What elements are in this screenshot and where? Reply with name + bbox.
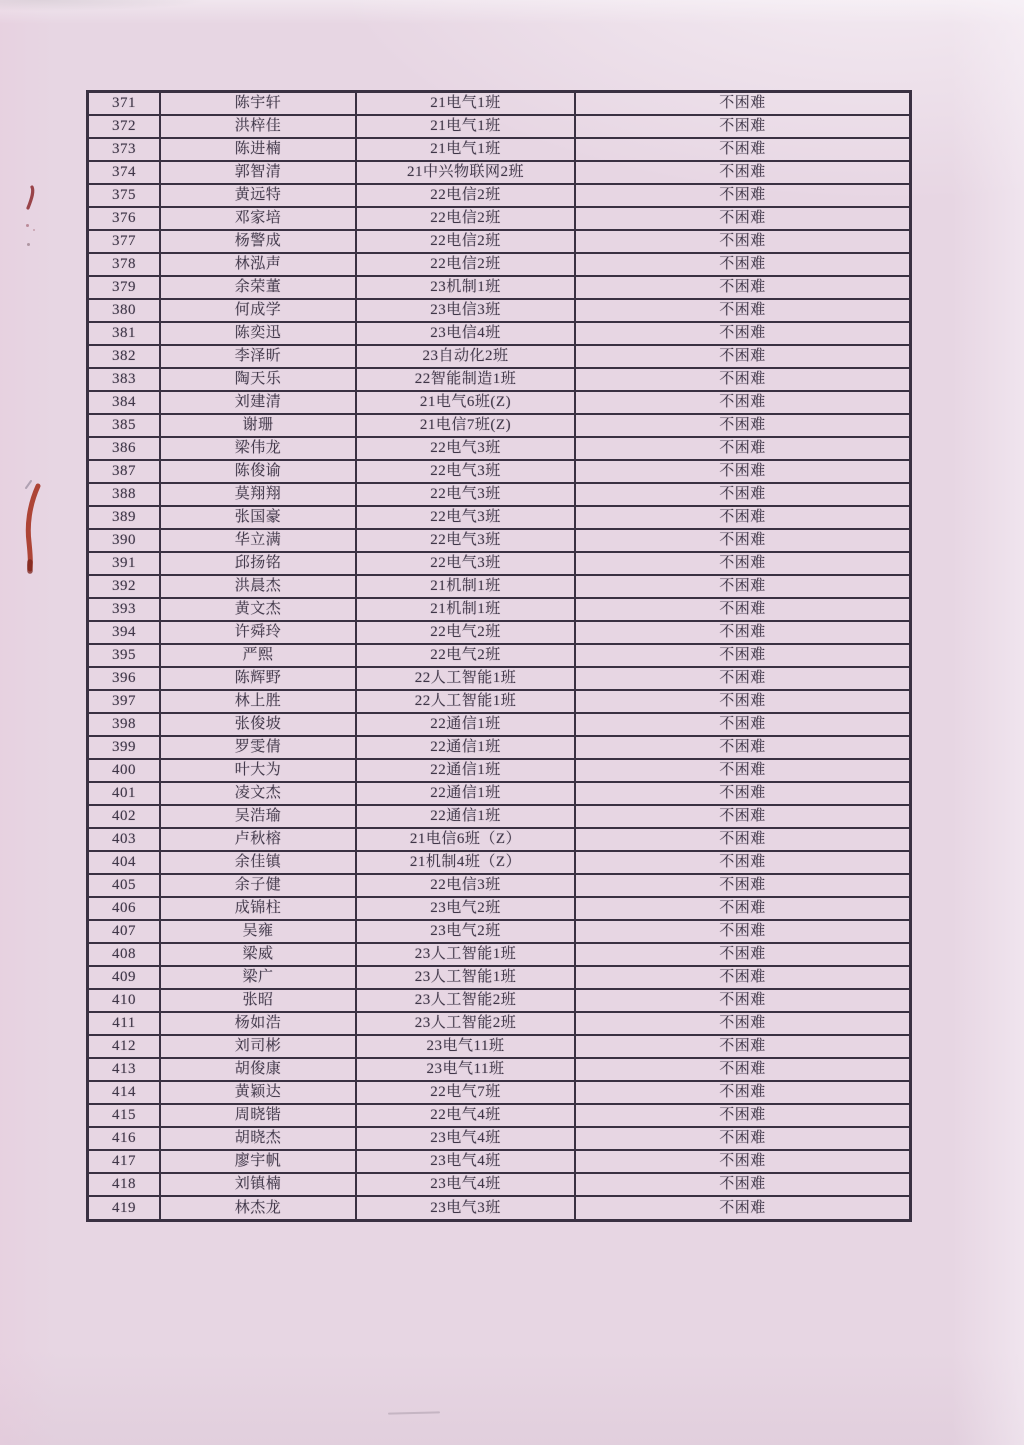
table-row bbox=[88, 736, 911, 759]
row-number-cell: 413 bbox=[88, 1058, 161, 1081]
row-number-cell: 381 bbox=[88, 322, 161, 345]
class-name-cell: 21电气1班 bbox=[356, 92, 575, 116]
difficulty-status-cell: 不困难 bbox=[575, 1058, 911, 1081]
difficulty-status-cell: 不困难 bbox=[575, 598, 911, 621]
difficulty-status-cell: 不困难 bbox=[575, 1196, 911, 1220]
class-name-cell: 22电气3班 bbox=[356, 552, 575, 575]
difficulty-status-cell: 不困难 bbox=[575, 644, 911, 667]
row-number-cell: 382 bbox=[88, 345, 161, 368]
difficulty-status-cell: 不困难 bbox=[575, 1081, 911, 1104]
table-row bbox=[88, 368, 911, 391]
difficulty-status-cell: 不困难 bbox=[575, 529, 911, 552]
class-name-cell: 22电气3班 bbox=[356, 483, 575, 506]
difficulty-status-cell: 不困难 bbox=[575, 230, 911, 253]
class-name-cell: 23电气2班 bbox=[356, 920, 575, 943]
row-number-cell: 419 bbox=[88, 1196, 161, 1220]
row-number-cell: 378 bbox=[88, 253, 161, 276]
student-name-cell: 杨如浩 bbox=[160, 1012, 356, 1035]
difficulty-status-cell: 不困难 bbox=[575, 414, 911, 437]
student-name-cell: 胡晓杰 bbox=[160, 1127, 356, 1150]
row-number-cell: 407 bbox=[88, 920, 161, 943]
table-row bbox=[88, 207, 911, 230]
student-name-cell: 张昭 bbox=[160, 989, 356, 1012]
class-name-cell: 22人工智能1班 bbox=[356, 690, 575, 713]
class-name-cell: 22电气3班 bbox=[356, 506, 575, 529]
class-name-cell: 23电气2班 bbox=[356, 897, 575, 920]
student-name-cell: 叶大为 bbox=[160, 759, 356, 782]
table-row bbox=[88, 598, 911, 621]
student-name-cell: 廖宇帆 bbox=[160, 1150, 356, 1173]
row-number-cell: 411 bbox=[88, 1012, 161, 1035]
table-row bbox=[88, 92, 911, 116]
class-name-cell: 22电气2班 bbox=[356, 621, 575, 644]
table-row bbox=[88, 253, 911, 276]
table-row bbox=[88, 437, 911, 460]
difficulty-status-cell: 不困难 bbox=[575, 322, 911, 345]
difficulty-status-cell: 不困难 bbox=[575, 92, 911, 116]
student-name-cell: 梁广 bbox=[160, 966, 356, 989]
difficulty-status-cell: 不困难 bbox=[575, 207, 911, 230]
student-name-cell: 陈俊谕 bbox=[160, 460, 356, 483]
row-number-cell: 408 bbox=[88, 943, 161, 966]
class-name-cell: 23自动化2班 bbox=[356, 345, 575, 368]
table-row bbox=[88, 782, 911, 805]
student-name-cell: 谢珊 bbox=[160, 414, 356, 437]
difficulty-status-cell: 不困难 bbox=[575, 483, 911, 506]
class-name-cell: 22电气2班 bbox=[356, 644, 575, 667]
table-row bbox=[88, 943, 911, 966]
class-name-cell: 22通信1班 bbox=[356, 805, 575, 828]
row-number-cell: 390 bbox=[88, 529, 161, 552]
table-row bbox=[88, 460, 911, 483]
student-name-cell: 陈进楠 bbox=[160, 138, 356, 161]
row-number-cell: 416 bbox=[88, 1127, 161, 1150]
difficulty-status-cell: 不困难 bbox=[575, 897, 911, 920]
class-name-cell: 23电气3班 bbox=[356, 1196, 575, 1220]
class-name-cell: 22电气4班 bbox=[356, 1104, 575, 1127]
row-number-cell: 412 bbox=[88, 1035, 161, 1058]
student-name-cell: 卢秋榕 bbox=[160, 828, 356, 851]
table-row bbox=[88, 115, 911, 138]
class-name-cell: 22电信3班 bbox=[356, 874, 575, 897]
difficulty-status-cell: 不困难 bbox=[575, 1104, 911, 1127]
student-name-cell: 邱扬铭 bbox=[160, 552, 356, 575]
table-row bbox=[88, 989, 911, 1012]
row-number-cell: 395 bbox=[88, 644, 161, 667]
table-row bbox=[88, 1035, 911, 1058]
student-name-cell: 梁威 bbox=[160, 943, 356, 966]
class-name-cell: 21机制1班 bbox=[356, 575, 575, 598]
table-row bbox=[88, 345, 911, 368]
class-name-cell: 23机制1班 bbox=[356, 276, 575, 299]
difficulty-status-cell: 不困难 bbox=[575, 966, 911, 989]
row-number-cell: 372 bbox=[88, 115, 161, 138]
difficulty-status-cell: 不困难 bbox=[575, 299, 911, 322]
difficulty-status-cell: 不困难 bbox=[575, 575, 911, 598]
row-number-cell: 373 bbox=[88, 138, 161, 161]
student-name-cell: 洪梓佳 bbox=[160, 115, 356, 138]
student-name-cell: 严熙 bbox=[160, 644, 356, 667]
row-number-cell: 397 bbox=[88, 690, 161, 713]
difficulty-status-cell: 不困难 bbox=[575, 1012, 911, 1035]
row-number-cell: 403 bbox=[88, 828, 161, 851]
student-name-cell: 林泓声 bbox=[160, 253, 356, 276]
difficulty-status-cell: 不困难 bbox=[575, 621, 911, 644]
table-row bbox=[88, 874, 911, 897]
row-number-cell: 371 bbox=[88, 92, 161, 116]
table-row bbox=[88, 966, 911, 989]
row-number-cell: 374 bbox=[88, 161, 161, 184]
difficulty-status-cell: 不困难 bbox=[575, 782, 911, 805]
table-row bbox=[88, 161, 911, 184]
class-name-cell: 23电气4班 bbox=[356, 1150, 575, 1173]
class-name-cell: 22通信1班 bbox=[356, 736, 575, 759]
student-name-cell: 黄文杰 bbox=[160, 598, 356, 621]
student-name-cell: 刘镇楠 bbox=[160, 1173, 356, 1196]
row-number-cell: 398 bbox=[88, 713, 161, 736]
table-row bbox=[88, 713, 911, 736]
table-row bbox=[88, 897, 911, 920]
class-name-cell: 23人工智能1班 bbox=[356, 966, 575, 989]
red-pen-stroke-icon bbox=[18, 478, 44, 578]
row-number-cell: 414 bbox=[88, 1081, 161, 1104]
table-row bbox=[88, 552, 911, 575]
class-name-cell: 23电气11班 bbox=[356, 1035, 575, 1058]
row-number-cell: 384 bbox=[88, 391, 161, 414]
difficulty-status-cell: 不困难 bbox=[575, 345, 911, 368]
table-row bbox=[88, 322, 911, 345]
class-name-cell: 23电信3班 bbox=[356, 299, 575, 322]
table-row bbox=[88, 414, 911, 437]
table-row bbox=[88, 138, 911, 161]
student-name-cell: 张国豪 bbox=[160, 506, 356, 529]
difficulty-status-cell: 不困难 bbox=[575, 828, 911, 851]
student-name-cell: 凌文杰 bbox=[160, 782, 356, 805]
table-row bbox=[88, 1081, 911, 1104]
class-name-cell: 21中兴物联网2班 bbox=[356, 161, 575, 184]
row-number-cell: 405 bbox=[88, 874, 161, 897]
student-name-cell: 李泽昕 bbox=[160, 345, 356, 368]
class-name-cell: 22人工智能1班 bbox=[356, 667, 575, 690]
row-number-cell: 400 bbox=[88, 759, 161, 782]
class-name-cell: 23电信4班 bbox=[356, 322, 575, 345]
row-number-cell: 392 bbox=[88, 575, 161, 598]
red-ink-speck-icon bbox=[33, 229, 35, 231]
student-name-cell: 周晓锴 bbox=[160, 1104, 356, 1127]
student-name-cell: 陶天乐 bbox=[160, 368, 356, 391]
student-name-cell: 何成学 bbox=[160, 299, 356, 322]
class-name-cell: 21电气1班 bbox=[356, 115, 575, 138]
class-name-cell: 22电气3班 bbox=[356, 437, 575, 460]
student-name-cell: 邓家培 bbox=[160, 207, 356, 230]
difficulty-status-cell: 不困难 bbox=[575, 851, 911, 874]
row-number-cell: 386 bbox=[88, 437, 161, 460]
difficulty-status-cell: 不困难 bbox=[575, 391, 911, 414]
difficulty-status-cell: 不困难 bbox=[575, 368, 911, 391]
row-number-cell: 388 bbox=[88, 483, 161, 506]
student-name-cell: 陈宇轩 bbox=[160, 92, 356, 116]
student-name-cell: 洪晨杰 bbox=[160, 575, 356, 598]
student-name-cell: 余子健 bbox=[160, 874, 356, 897]
table-row bbox=[88, 184, 911, 207]
student-name-cell: 黄远特 bbox=[160, 184, 356, 207]
student-name-cell: 林杰龙 bbox=[160, 1196, 356, 1220]
table-row bbox=[88, 1173, 911, 1196]
row-number-cell: 377 bbox=[88, 230, 161, 253]
class-name-cell: 22通信1班 bbox=[356, 713, 575, 736]
table-row bbox=[88, 1127, 911, 1150]
red-pen-mark-icon bbox=[22, 184, 38, 212]
student-name-cell: 余荣董 bbox=[160, 276, 356, 299]
table-body bbox=[88, 92, 911, 1221]
row-number-cell: 417 bbox=[88, 1150, 161, 1173]
class-name-cell: 22智能制造1班 bbox=[356, 368, 575, 391]
table-row bbox=[88, 851, 911, 874]
row-number-cell: 376 bbox=[88, 207, 161, 230]
class-name-cell: 23电气4班 bbox=[356, 1173, 575, 1196]
difficulty-status-cell: 不困难 bbox=[575, 736, 911, 759]
table-row bbox=[88, 920, 911, 943]
row-number-cell: 394 bbox=[88, 621, 161, 644]
class-name-cell: 21电气6班(Z) bbox=[356, 391, 575, 414]
student-name-cell: 陈辉野 bbox=[160, 667, 356, 690]
difficulty-status-cell: 不困难 bbox=[575, 276, 911, 299]
row-number-cell: 383 bbox=[88, 368, 161, 391]
table-row bbox=[88, 1058, 911, 1081]
table-row bbox=[88, 644, 911, 667]
difficulty-status-cell: 不困难 bbox=[575, 1035, 911, 1058]
student-name-cell: 华立满 bbox=[160, 529, 356, 552]
student-name-cell: 张俊坡 bbox=[160, 713, 356, 736]
student-name-cell: 陈奕迅 bbox=[160, 322, 356, 345]
table-row bbox=[88, 805, 911, 828]
difficulty-status-cell: 不困难 bbox=[575, 1150, 911, 1173]
student-name-cell: 郭智清 bbox=[160, 161, 356, 184]
difficulty-status-cell: 不困难 bbox=[575, 506, 911, 529]
class-name-cell: 22电信2班 bbox=[356, 207, 575, 230]
student-name-cell: 梁伟龙 bbox=[160, 437, 356, 460]
difficulty-status-cell: 不困难 bbox=[575, 161, 911, 184]
row-number-cell: 389 bbox=[88, 506, 161, 529]
difficulty-status-cell: 不困难 bbox=[575, 184, 911, 207]
red-ink-speck-icon bbox=[27, 243, 30, 246]
class-name-cell: 21电气1班 bbox=[356, 138, 575, 161]
table-row bbox=[88, 276, 911, 299]
table-row bbox=[88, 529, 911, 552]
difficulty-status-cell: 不困难 bbox=[575, 1127, 911, 1150]
row-number-cell: 409 bbox=[88, 966, 161, 989]
student-name-cell: 罗雯倩 bbox=[160, 736, 356, 759]
student-name-cell: 吴浩瑜 bbox=[160, 805, 356, 828]
table-row bbox=[88, 667, 911, 690]
row-number-cell: 393 bbox=[88, 598, 161, 621]
difficulty-status-cell: 不困难 bbox=[575, 805, 911, 828]
class-name-cell: 23人工智能2班 bbox=[356, 1012, 575, 1035]
difficulty-status-cell: 不困难 bbox=[575, 115, 911, 138]
table-row bbox=[88, 690, 911, 713]
student-name-cell: 刘建清 bbox=[160, 391, 356, 414]
table-row bbox=[88, 299, 911, 322]
difficulty-status-cell: 不困难 bbox=[575, 667, 911, 690]
student-difficulty-table bbox=[86, 90, 912, 1222]
table-row bbox=[88, 621, 911, 644]
difficulty-status-cell: 不困难 bbox=[575, 713, 911, 736]
student-name-cell: 成锦柱 bbox=[160, 897, 356, 920]
class-name-cell: 21电信7班(Z) bbox=[356, 414, 575, 437]
student-name-cell: 余佳镇 bbox=[160, 851, 356, 874]
row-number-cell: 387 bbox=[88, 460, 161, 483]
table-row bbox=[88, 1196, 911, 1220]
difficulty-status-cell: 不困难 bbox=[575, 874, 911, 897]
row-number-cell: 391 bbox=[88, 552, 161, 575]
class-name-cell: 21机制4班（Z） bbox=[356, 851, 575, 874]
class-name-cell: 22通信1班 bbox=[356, 782, 575, 805]
row-number-cell: 410 bbox=[88, 989, 161, 1012]
student-name-cell: 莫翔翔 bbox=[160, 483, 356, 506]
table-row bbox=[88, 506, 911, 529]
table-row bbox=[88, 391, 911, 414]
difficulty-status-cell: 不困难 bbox=[575, 920, 911, 943]
row-number-cell: 402 bbox=[88, 805, 161, 828]
difficulty-status-cell: 不困难 bbox=[575, 943, 911, 966]
table-row bbox=[88, 230, 911, 253]
difficulty-status-cell: 不困难 bbox=[575, 690, 911, 713]
difficulty-status-cell: 不困难 bbox=[575, 759, 911, 782]
row-number-cell: 379 bbox=[88, 276, 161, 299]
class-name-cell: 22电信2班 bbox=[356, 230, 575, 253]
table-row bbox=[88, 1150, 911, 1173]
row-number-cell: 399 bbox=[88, 736, 161, 759]
student-name-cell: 吴雍 bbox=[160, 920, 356, 943]
row-number-cell: 380 bbox=[88, 299, 161, 322]
class-name-cell: 23人工智能2班 bbox=[356, 989, 575, 1012]
row-number-cell: 415 bbox=[88, 1104, 161, 1127]
student-name-cell: 林上胜 bbox=[160, 690, 356, 713]
difficulty-status-cell: 不困难 bbox=[575, 989, 911, 1012]
class-name-cell: 21电信6班（Z） bbox=[356, 828, 575, 851]
difficulty-status-cell: 不困难 bbox=[575, 552, 911, 575]
difficulty-status-cell: 不困难 bbox=[575, 460, 911, 483]
difficulty-status-cell: 不困难 bbox=[575, 1173, 911, 1196]
class-name-cell: 22电气7班 bbox=[356, 1081, 575, 1104]
row-number-cell: 406 bbox=[88, 897, 161, 920]
difficulty-status-cell: 不困难 bbox=[575, 138, 911, 161]
class-name-cell: 21机制1班 bbox=[356, 598, 575, 621]
row-number-cell: 396 bbox=[88, 667, 161, 690]
student-name-cell: 黄颖达 bbox=[160, 1081, 356, 1104]
student-name-cell: 刘司彬 bbox=[160, 1035, 356, 1058]
table-row bbox=[88, 828, 911, 851]
pencil-smudge bbox=[388, 1411, 440, 1414]
class-name-cell: 22通信1班 bbox=[356, 759, 575, 782]
class-name-cell: 23电气4班 bbox=[356, 1127, 575, 1150]
row-number-cell: 385 bbox=[88, 414, 161, 437]
table-row bbox=[88, 1104, 911, 1127]
row-number-cell: 418 bbox=[88, 1173, 161, 1196]
difficulty-status-cell: 不困难 bbox=[575, 253, 911, 276]
class-name-cell: 23电气11班 bbox=[356, 1058, 575, 1081]
student-name-cell: 许舜玲 bbox=[160, 621, 356, 644]
class-name-cell: 23人工智能1班 bbox=[356, 943, 575, 966]
student-name-cell: 杨警成 bbox=[160, 230, 356, 253]
class-name-cell: 22电信2班 bbox=[356, 253, 575, 276]
table-row bbox=[88, 575, 911, 598]
row-number-cell: 401 bbox=[88, 782, 161, 805]
class-name-cell: 22电气3班 bbox=[356, 529, 575, 552]
class-name-cell: 22电信2班 bbox=[356, 184, 575, 207]
class-name-cell: 22电气3班 bbox=[356, 460, 575, 483]
table-row bbox=[88, 1012, 911, 1035]
row-number-cell: 404 bbox=[88, 851, 161, 874]
table-row bbox=[88, 759, 911, 782]
row-number-cell: 375 bbox=[88, 184, 161, 207]
table-row bbox=[88, 483, 911, 506]
difficulty-status-cell: 不困难 bbox=[575, 437, 911, 460]
red-ink-speck-icon bbox=[26, 224, 29, 227]
student-name-cell: 胡俊康 bbox=[160, 1058, 356, 1081]
